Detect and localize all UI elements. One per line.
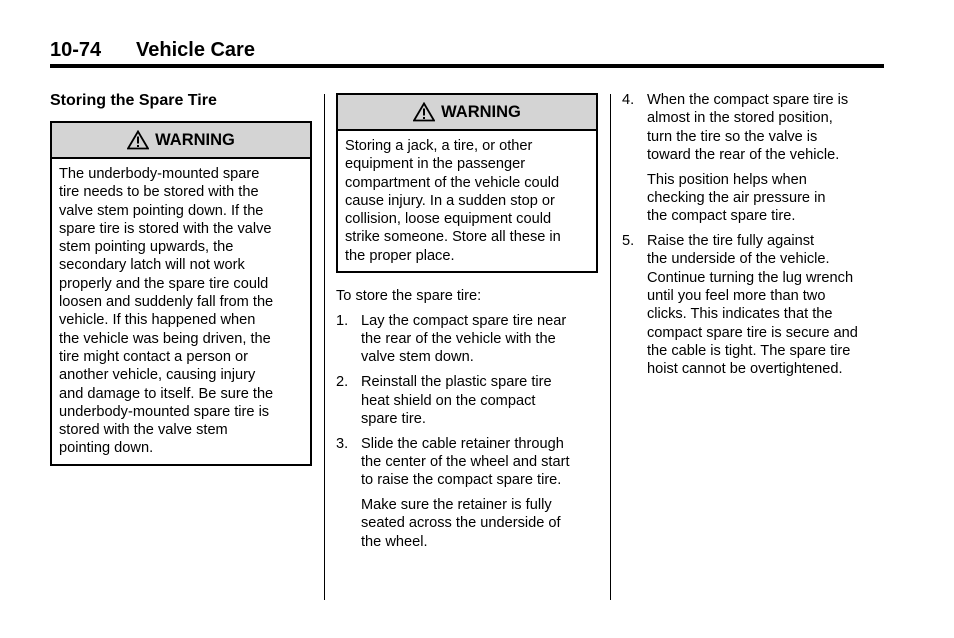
text-line: strike someone. Store all these in (345, 229, 561, 246)
list-item (336, 312, 598, 367)
step-number: 5. (622, 233, 635, 250)
step-number: 4. (622, 92, 635, 108)
list-item (622, 91, 884, 226)
text-line: tire needs to be stored with the (59, 184, 259, 201)
text-line: the underside of the vehicle. (647, 251, 830, 268)
text-line: clicks. This indicates that the (647, 306, 833, 323)
list-item (336, 373, 598, 428)
text-line: hoist cannot be overtightened. (647, 361, 843, 378)
text-line: the cable is tight. The spare tire (647, 342, 851, 359)
column-divider-1 (324, 94, 325, 600)
step-number: 2. (336, 374, 349, 391)
text-line: toward the rear of the vehicle. (647, 146, 840, 163)
text-line: spare tire is stored with the valve (59, 220, 272, 237)
text-line: until you feel more than two (647, 287, 826, 304)
steps-list (622, 91, 884, 378)
text-line: secondary latch will not work (59, 257, 245, 274)
text-line: stem pointing upwards, the (59, 239, 234, 256)
step-number: 3. (336, 435, 349, 452)
text-line: Lay the compact spare tire near (361, 312, 567, 329)
step-note (647, 171, 884, 226)
intro-text: To store the spare tire: (336, 288, 482, 305)
text-line: turn the tire so the valve is (647, 128, 818, 145)
text-line: to raise the compact spare tire. (361, 472, 562, 489)
warning-triangle-icon (413, 102, 435, 122)
warning-header (52, 123, 310, 159)
text-line: tire might contact a person or (59, 348, 248, 365)
text-line: the rear of the vehicle with the (361, 331, 556, 348)
text-line: heat shield on the compact (361, 392, 536, 409)
text-line: When the compact spare tire is (647, 92, 849, 108)
text-line: seated across the underside of (361, 515, 561, 532)
text-line: pointing down. (59, 440, 154, 457)
text-line: Slide the cable retainer through (361, 435, 564, 452)
text-line: the compact spare tire. (647, 208, 796, 225)
text-line: the center of the wheel and start (361, 453, 570, 470)
page-header (50, 38, 884, 68)
warning-title: WARNING (155, 130, 235, 149)
column-3 (622, 91, 884, 385)
text-line: the wheel. (361, 533, 428, 550)
text-line: Storing a jack, a tire, or other (345, 138, 533, 154)
warning-title: WARNING (441, 102, 521, 121)
warning-text (338, 131, 596, 271)
section-title: Vehicle Care (136, 39, 255, 61)
text-line: the vehicle was being driven, the (59, 330, 271, 347)
text-line: Raise the tire fully against (647, 233, 815, 250)
text-line: checking the air pressure in (647, 189, 826, 206)
text-line: underbody-mounted spare tire is (59, 403, 270, 420)
text-line: valve stem pointing down. If the (59, 202, 264, 219)
column-divider-2 (610, 94, 611, 600)
page-number: 10-74 (50, 39, 102, 61)
text-line: loosen and suddenly fall from the (59, 294, 274, 311)
warning-box-2 (336, 93, 598, 273)
text-line: another vehicle, causing injury (59, 367, 256, 384)
text-line: stored with the valve stem (59, 422, 228, 439)
list-item (336, 435, 598, 551)
text-line: Continue turning the lug wrench (647, 269, 854, 286)
text-line: This position helps when (647, 171, 807, 188)
warning-text (52, 159, 310, 464)
text-line: Reinstall the plastic spare tire (361, 374, 552, 391)
warning-box-1 (50, 121, 312, 466)
text-line: equipment in the passenger (345, 156, 526, 173)
text-line: spare tire. (361, 410, 426, 427)
warning-header (338, 95, 596, 131)
step-note (361, 496, 598, 551)
column-2 (336, 93, 598, 557)
column-1 (50, 91, 312, 466)
steps-list (336, 312, 598, 551)
text-line: collision, loose equipment could (345, 211, 552, 228)
text-line: The underbody-mounted spare (59, 166, 260, 182)
step-number: 1. (336, 312, 349, 329)
subsection-heading: Storing the Spare Tire (50, 92, 217, 109)
text-line: cause injury. In a sudden stop or (345, 192, 555, 209)
text-line: and damage to itself. Be sure the (59, 385, 274, 402)
text-line: almost in the stored position, (647, 110, 833, 127)
text-line: compact spare tire is secure and (647, 324, 858, 341)
text-line: the proper place. (345, 247, 455, 264)
text-line: vehicle. If this happened when (59, 312, 256, 329)
text-line: valve stem down. (361, 349, 474, 366)
list-item (622, 232, 884, 378)
text-line: compartment of the vehicle could (345, 174, 560, 191)
text-line: Make sure the retainer is fully (361, 497, 552, 514)
warning-triangle-icon (127, 130, 149, 150)
text-line: properly and the spare tire could (59, 275, 269, 292)
